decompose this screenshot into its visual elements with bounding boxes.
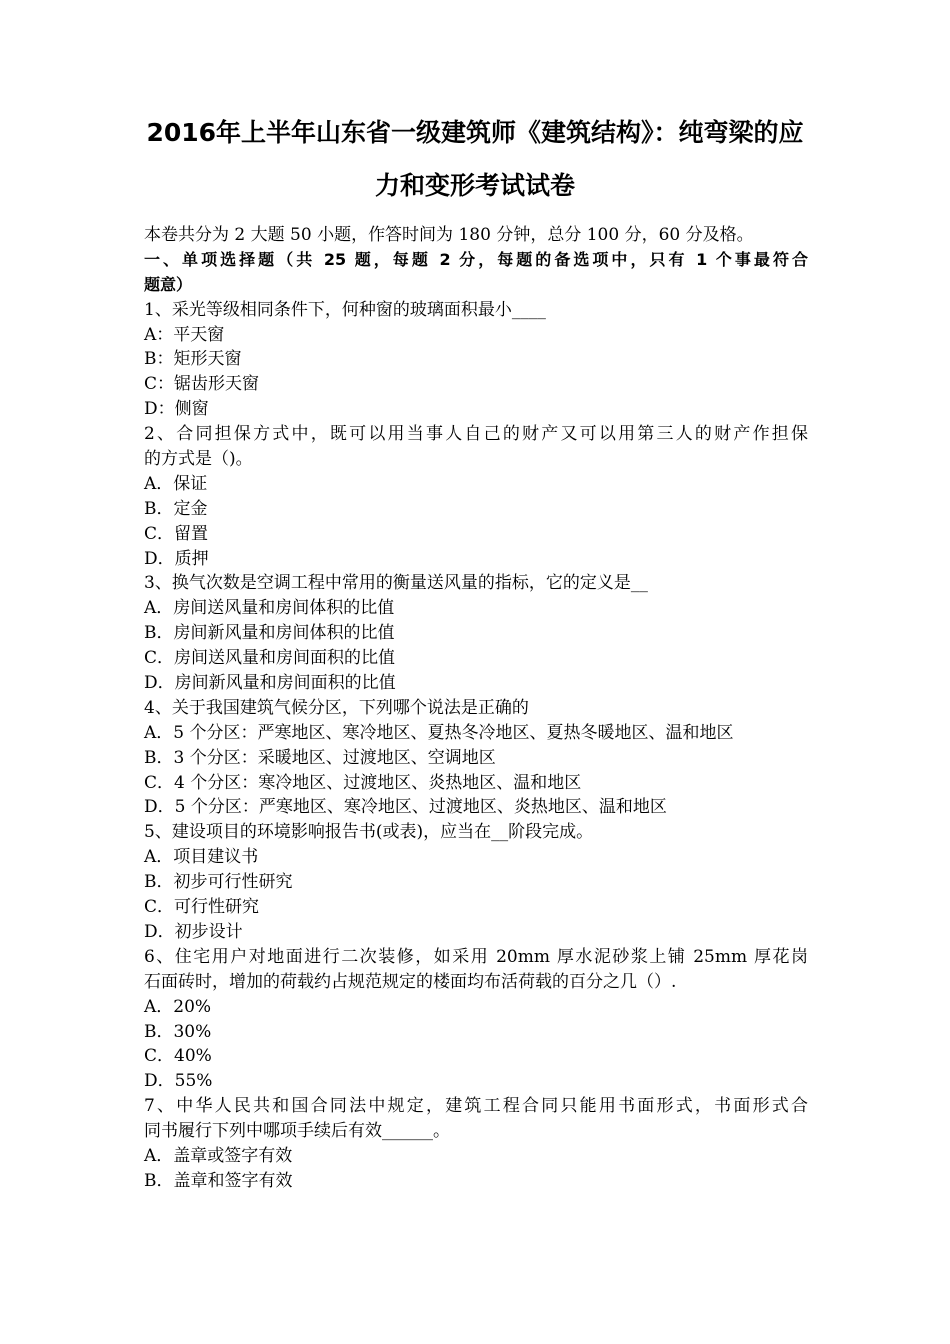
question-6-option-d: D．55%	[144, 1071, 213, 1092]
question-4-option-d: D．5 个分区：严寒地区、寒冷地区、过渡地区、炎热地区、温和地区	[144, 797, 667, 818]
question-7-option-b: B．盖章和签字有效	[144, 1170, 293, 1191]
section-heading-line-2: 题意）	[144, 274, 193, 294]
question-7-option-a: A．盖章或签字有效	[144, 1145, 293, 1166]
question-6-text-line-2: 石面砖时，增加的荷载约占规范规定的楼面均布活荷载的百分之几（）.	[144, 971, 677, 992]
question-3-text: 3、换气次数是空调工程中常用的衡量送风量的指标，它的定义是__	[144, 573, 648, 594]
exam-intro: 本卷共分为 2 大题 50 小题，作答时间为 180 分钟，总分 100 分，60 分及格。	[144, 225, 754, 245]
question-1-option-c: C：锯齿形天窗	[144, 374, 260, 395]
document-body	[144, 223, 808, 1194]
question-3-option-b: B．房间新风量和房间体积的比值	[144, 623, 395, 644]
question-5-option-c: C．可行性研究	[144, 897, 260, 918]
question-2-option-d: D．质押	[144, 548, 209, 569]
question-2-option-b: B．定金	[144, 498, 208, 519]
question-1-text: 1、采光等级相同条件下，何种窗的玻璃面积最小____	[144, 299, 546, 320]
question-6-option-c: C．40%	[144, 1046, 212, 1067]
question-6-text-line-1: 6、住宅用户对地面进行二次装修，如采用 20mm 厚水泥砂浆上铺 25mm 厚花岗	[144, 946, 808, 967]
question-4-text: 4、关于我国建筑气候分区，下列哪个说法是正确的	[144, 697, 529, 718]
question-1-option-b: B：矩形天窗	[144, 349, 242, 370]
section-heading-line-1: 一、单项选择题（共 25 题，每题 2 分，每题的备选项中，只有 1 个事最符合	[144, 249, 808, 269]
question-3-option-d: D．房间新风量和房间面积的比值	[144, 673, 396, 694]
question-2-option-a: A．保证	[144, 473, 208, 494]
question-2-text-line-1: 2、合同担保方式中，既可以用当事人自己的财产又可以用第三人的财产作担保	[144, 424, 808, 445]
question-2-text-line-2: 的方式是（)。	[144, 449, 253, 470]
question-7-text-line-2: 同书履行下列中哪项手续后有效______。	[144, 1121, 450, 1142]
document-title-line-1: 2016年上半年山东省一级建筑师《建筑结构》：纯弯梁的应	[146, 118, 804, 147]
document-title-line-2: 力和变形考试试卷	[374, 171, 575, 200]
question-5-option-d: D．初步设计	[144, 921, 243, 942]
question-5-option-b: B．初步可行性研究	[144, 872, 293, 893]
question-6-option-a: A．20%	[144, 996, 212, 1017]
question-5-option-a: A．项目建议书	[144, 847, 259, 868]
question-7-text-line-1: 7、中华人民共和国合同法中规定，建筑工程合同只能用书面形式，书面形式合	[144, 1096, 808, 1117]
question-4-option-a: A．5 个分区：严寒地区、寒冷地区、夏热冬冷地区、夏热冬暖地区、温和地区	[144, 722, 734, 743]
question-6-option-b: B．30%	[144, 1021, 212, 1042]
question-4-option-c: C．4 个分区：寒冷地区、过渡地区、炎热地区、温和地区	[144, 772, 582, 793]
question-3-option-c: C．房间送风量和房间面积的比值	[144, 648, 396, 669]
question-3-option-a: A．房间送风量和房间体积的比值	[144, 598, 395, 619]
question-1-option-a: A：平天窗	[144, 324, 225, 345]
question-1-option-d: D：侧窗	[144, 399, 209, 420]
question-4-option-b: B．3 个分区：采暖地区、过渡地区、空调地区	[144, 747, 496, 768]
question-5-text: 5、建设项目的环境影响报告书(或表)，应当在__阶段完成。	[144, 822, 594, 843]
question-2-option-c: C．留置	[144, 523, 209, 544]
